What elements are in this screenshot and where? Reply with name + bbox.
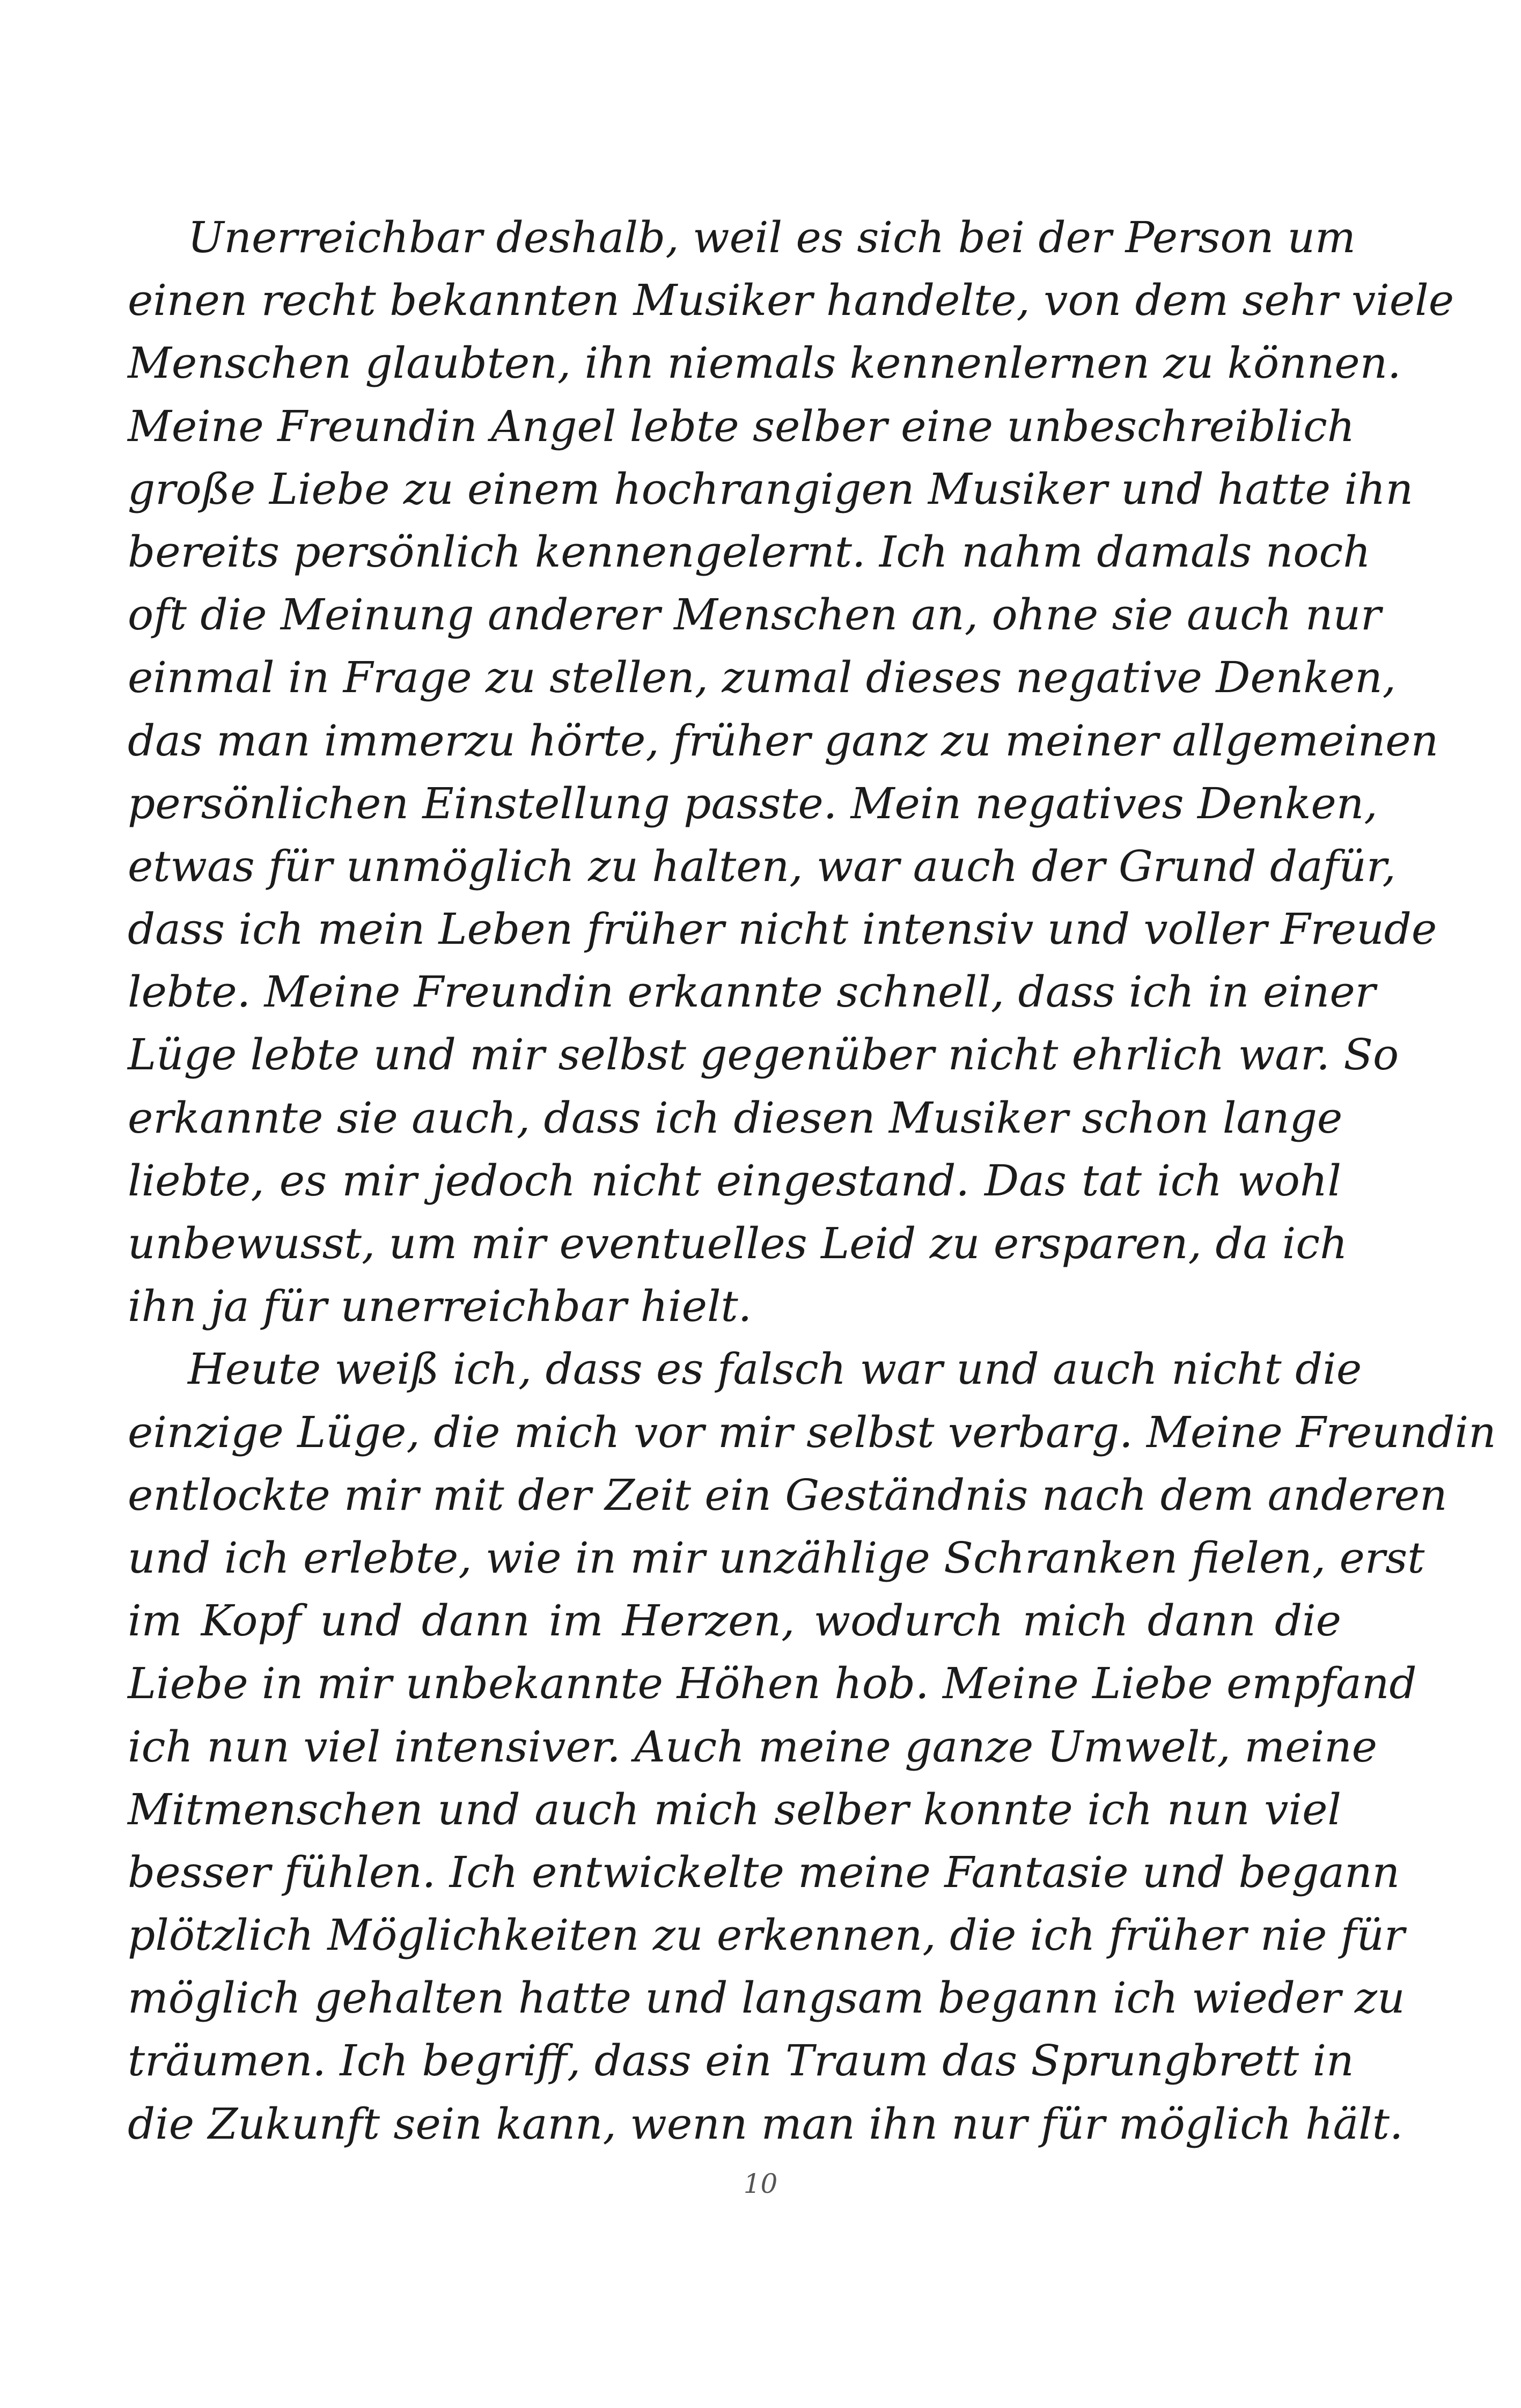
text-line: ihn ja für unerreichbar hielt. [128, 1281, 752, 1332]
text-line: plötzlich Möglichkeiten zu erkennen, die ich früher nie für [128, 1910, 1405, 1961]
text-line: Menschen glaubten, ihn niemals kennenlernen zu können. [128, 338, 1401, 388]
text-line: lebte. Meine Freundin erkannte schnell, dass ich in einer [128, 967, 1376, 1017]
text-line: einen recht bekannten Musiker handelte, von dem sehr viele [128, 275, 1454, 326]
text-line: im Kopf und dann im Herzen, wodurch mich dann die [128, 1596, 1341, 1646]
text-line: einmal in Frage zu stellen, zumal dieses negative Denken, [128, 652, 1397, 703]
text-line: einzige Lüge, die mich vor mir selbst verbarg. Meine Freundin [128, 1407, 1496, 1457]
text-line: das man immerzu hörte, früher ganz zu meiner allgemeinen [128, 715, 1439, 766]
text-line: dass ich mein Leben früher nicht intensiv und voller Freude [128, 904, 1437, 955]
text-line: ich nun viel intensiver. Auch meine ganze Umwelt, meine [128, 1721, 1377, 1772]
text-line: besser fühlen. Ich entwickelte meine Fantasie und begann [128, 1847, 1400, 1897]
text-line: persönlichen Einstellung passte. Mein negatives Denken, [128, 778, 1378, 828]
text-line: oft die Meinung anderer Menschen an, ohne sie auch nur [128, 590, 1382, 640]
page-number: 10 [743, 2168, 778, 2199]
body-text [128, 206, 1496, 2155]
text-line: Lüge lebte und mir selbst gegenüber nicht ehrlich war. So [128, 1030, 1399, 1080]
text-line: träumen. Ich begriff, dass ein Traum das Sprungbrett in [128, 2036, 1354, 2086]
text-line: die Zukunft sein kann, wenn man ihn nur für möglich hält. [128, 2098, 1404, 2149]
text-line: etwas für unmöglich zu halten, war auch der Grund dafür, [128, 841, 1396, 891]
text-line: Meine Freundin Angel lebte selber eine unbeschreiblich [128, 401, 1355, 451]
text-line: Heute weiß ich, dass es falsch war und auch nicht die [188, 1344, 1362, 1394]
text-line: Mitmenschen und auch mich selber konnte ich nun viel [128, 1784, 1341, 1834]
text-line: liebte, es mir jedoch nicht eingestand. Das tat ich wohl [128, 1155, 1341, 1206]
text-line: bereits persönlich kennengelernt. Ich nahm damals noch [128, 526, 1371, 577]
text-line: unbewusst, um mir eventuelles Leid zu ersparen, da ich [128, 1218, 1348, 1268]
text-line: Liebe in mir unbekannte Höhen hob. Meine Liebe empfand [128, 1658, 1417, 1709]
text-line: Unerreichbar deshalb, weil es sich bei der Person um [188, 212, 1356, 262]
text-line: entlockte mir mit der Zeit ein Geständnis nach dem anderen [128, 1470, 1447, 1520]
text-line: möglich gehalten hatte und langsam begann ich wieder zu [128, 1973, 1405, 2023]
text-line: große Liebe zu einem hochrangigen Musiker und hatte ihn [128, 464, 1414, 514]
text-line: erkannte sie auch, dass ich diesen Musiker schon lange [128, 1092, 1343, 1143]
text-line: und ich erlebte, wie in mir unzählige Schranken fielen, erst [128, 1532, 1425, 1583]
